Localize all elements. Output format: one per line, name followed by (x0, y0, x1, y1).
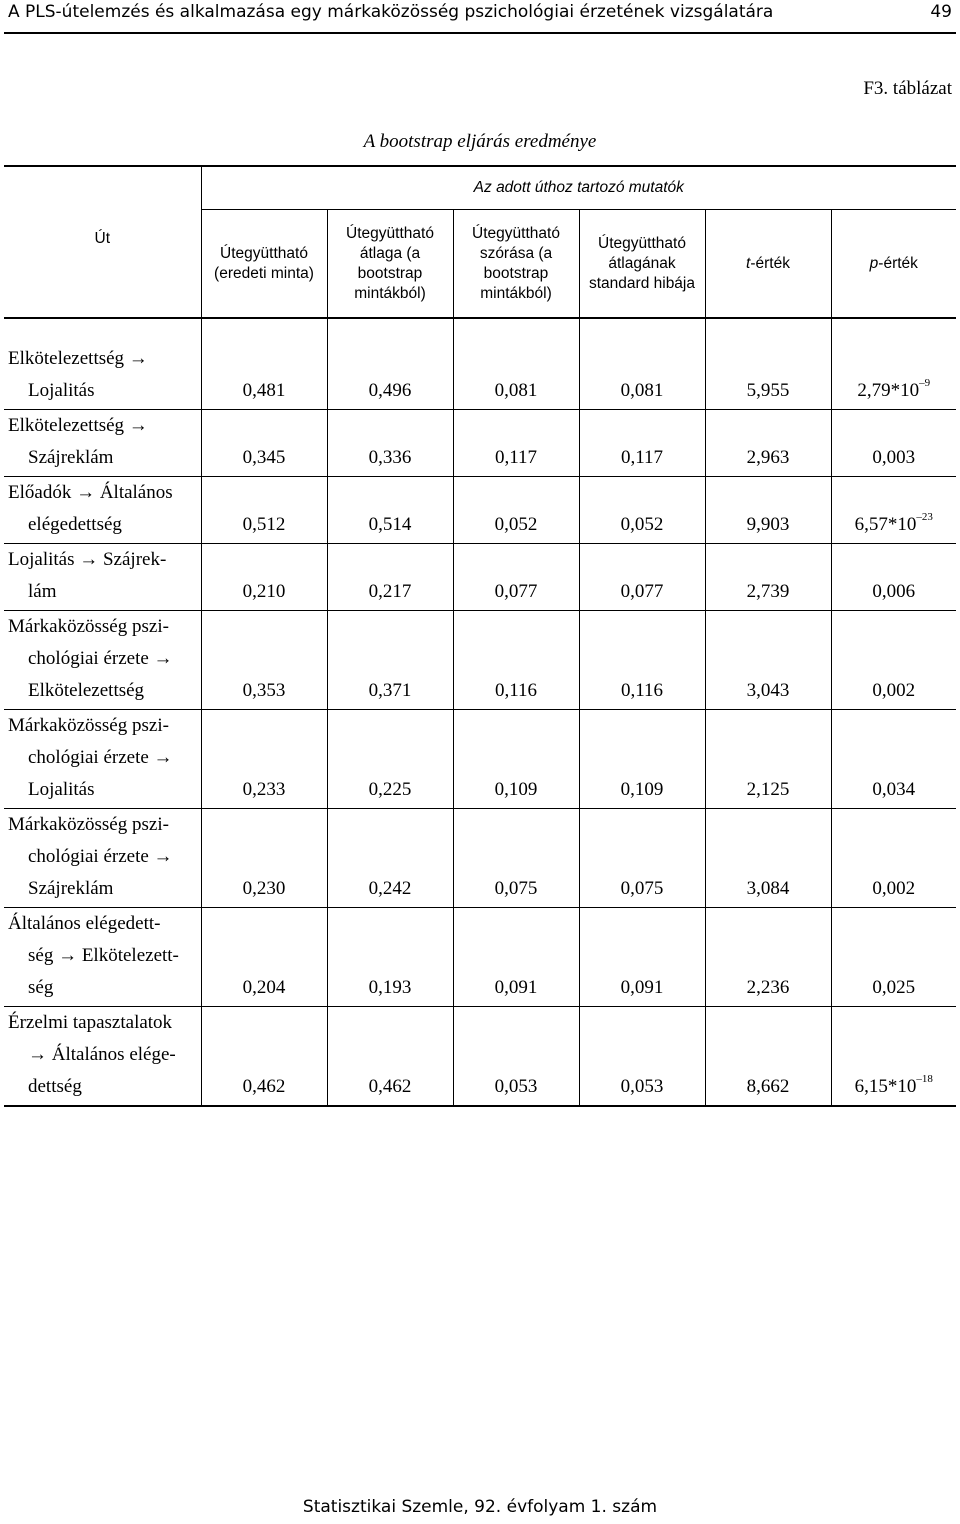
path-cell (4, 1007, 201, 1107)
mean-value: 0,462 (368, 1076, 412, 1097)
p-cell (831, 410, 956, 477)
sd-value: 0,081 (494, 380, 538, 401)
t-value: 8,662 (746, 1076, 790, 1097)
table-row (4, 318, 956, 410)
se-value: 0,053 (620, 1076, 664, 1097)
p-value: 0,034 (872, 779, 916, 800)
page-footer: Statisztikai Szemle, 92. évfolyam 1. szám (302, 1497, 658, 1517)
table-row (4, 477, 956, 544)
path-line: Lojalitás (28, 779, 95, 800)
t-suffix: -érték (750, 254, 790, 272)
se-cell (579, 477, 705, 544)
bootstrap-results-table (4, 165, 956, 1107)
path-cell (4, 611, 201, 710)
se-value: 0,077 (620, 581, 664, 602)
coef-value: 0,345 (242, 447, 286, 468)
path-line: Szájreklám (28, 447, 114, 468)
se-value: 0,117 (620, 447, 664, 468)
mean-cell (327, 410, 453, 477)
column-header-coef: Útegyüttható (eredeti minta) (201, 210, 327, 319)
p-cell (831, 1007, 956, 1107)
mean-value: 0,225 (368, 779, 412, 800)
path-line: chológiai érzete → (28, 747, 173, 768)
t-cell (705, 477, 831, 544)
sd-cell (453, 544, 579, 611)
path-line: Érzelmi tapasztalatok (8, 1012, 173, 1033)
coef-cell (201, 611, 327, 710)
table-row (4, 809, 956, 908)
table-row (4, 710, 956, 809)
path-line: chológiai érzete → (28, 648, 173, 669)
path-line: elégedettség (28, 514, 122, 535)
mean-cell (327, 1007, 453, 1107)
path-cell (4, 544, 201, 611)
table-body (4, 318, 956, 1106)
path-cell (4, 318, 201, 410)
coef-value: 0,233 (242, 779, 286, 800)
se-value: 0,052 (620, 514, 664, 535)
sd-cell (453, 908, 579, 1007)
coef-cell (201, 410, 327, 477)
se-cell (579, 544, 705, 611)
table-caption: A bootstrap eljárás eredménye (363, 131, 597, 152)
t-cell (705, 908, 831, 1007)
mean-value: 0,217 (368, 581, 412, 602)
path-line: Előadók → Általános (8, 482, 173, 503)
p-value: 2,79*10 (857, 380, 920, 401)
table-row (4, 410, 956, 477)
se-value: 0,116 (620, 680, 664, 701)
coef-cell (201, 544, 327, 611)
sd-value: 0,109 (494, 779, 538, 800)
p-value: 0,002 (872, 680, 916, 701)
p-value: 0,002 (872, 878, 916, 899)
p-cell (831, 809, 956, 908)
t-value: 2,125 (746, 779, 790, 800)
path-line: Lojalitás (28, 380, 95, 401)
header-rule (4, 32, 956, 34)
table-row (4, 544, 956, 611)
p-exponent: –23 (916, 510, 933, 523)
mean-value: 0,193 (368, 977, 412, 998)
t-value: 2,236 (746, 977, 790, 998)
p-value: 0,025 (872, 977, 916, 998)
column-header-path: Út (4, 166, 201, 318)
p-cell (831, 318, 956, 410)
t-value: 9,903 (746, 514, 790, 535)
coef-cell (201, 710, 327, 809)
t-cell (705, 318, 831, 410)
p-cell (831, 908, 956, 1007)
p-value: 0,006 (872, 581, 916, 602)
se-value: 0,075 (620, 878, 664, 899)
coef-cell (201, 908, 327, 1007)
p-cell (831, 710, 956, 809)
t-value: 2,739 (746, 581, 790, 602)
path-line: Szájreklám (28, 878, 114, 899)
se-cell (579, 1007, 705, 1107)
path-line: Márkaközösség pszi- (8, 814, 169, 835)
t-value: 3,084 (746, 878, 790, 899)
mean-value: 0,242 (368, 878, 412, 899)
table-row (4, 908, 956, 1007)
t-value: 5,955 (746, 380, 790, 401)
path-line: dettség (28, 1076, 82, 1097)
sd-cell (453, 477, 579, 544)
mean-value: 0,514 (368, 514, 412, 535)
t-cell (705, 1007, 831, 1107)
column-header-sd: Útegyüttható szórása (a bootstrap mintákból) (453, 210, 579, 319)
p-exponent: –18 (916, 1072, 933, 1085)
t-cell (705, 710, 831, 809)
mean-cell (327, 318, 453, 410)
t-cell (705, 809, 831, 908)
path-line: → Általános elége- (28, 1044, 176, 1065)
path-line: Lojalitás → Szájrek- (8, 549, 167, 570)
coef-cell (201, 809, 327, 908)
sd-cell (453, 1007, 579, 1107)
column-header-p (831, 210, 956, 319)
path-cell (4, 410, 201, 477)
page-number: 49 (930, 2, 952, 22)
sd-cell (453, 410, 579, 477)
se-cell (579, 908, 705, 1007)
p-value: 6,15*10 (854, 1076, 917, 1097)
path-cell (4, 809, 201, 908)
se-value: 0,081 (620, 380, 664, 401)
running-head-title: A PLS-útelemzés és alkalmazása egy márkaközösség pszichológiai érzetének vizsgálatára (8, 2, 774, 22)
t-value: 3,043 (746, 680, 790, 701)
sd-cell (453, 809, 579, 908)
mean-value: 0,336 (368, 447, 412, 468)
p-exponent: –9 (919, 376, 931, 389)
column-header-se: Útegyüttható átlagának standard hibája (579, 210, 705, 319)
path-line: Elkötelezettség → (8, 348, 148, 369)
path-cell (4, 908, 201, 1007)
table-row (4, 611, 956, 710)
coef-cell (201, 477, 327, 544)
mean-cell (327, 611, 453, 710)
group-header: Az adott úthoz tartozó mutatók (201, 166, 956, 210)
path-line: Márkaközösség pszi- (8, 616, 169, 637)
mean-value: 0,496 (368, 380, 412, 401)
coef-value: 0,462 (242, 1076, 286, 1097)
t-cell (705, 544, 831, 611)
column-header-mean: Útegyüttható átlaga (a bootstrap mintákból) (327, 210, 453, 319)
sd-value: 0,116 (494, 680, 538, 701)
path-line: Elkötelezettség → (8, 415, 148, 436)
coef-value: 0,230 (242, 878, 286, 899)
path-cell (4, 710, 201, 809)
path-line: Általános elégedett- (8, 913, 161, 934)
coef-value: 0,512 (242, 514, 286, 535)
path-line: Márkaközösség pszi- (8, 715, 169, 736)
sd-value: 0,053 (494, 1076, 538, 1097)
se-cell (579, 611, 705, 710)
coef-cell (201, 1007, 327, 1107)
running-head (8, 2, 954, 26)
path-line: Elkötelezettség (28, 680, 145, 701)
path-line: ség (28, 977, 54, 998)
path-line: lám (28, 581, 57, 602)
p-suffix: -érték (878, 254, 918, 272)
se-cell (579, 318, 705, 410)
p-prefix: p (869, 254, 879, 272)
p-value: 0,003 (872, 447, 916, 468)
se-value: 0,091 (620, 977, 664, 998)
path-line: chológiai érzete → (28, 846, 173, 867)
coef-value: 0,204 (242, 977, 286, 998)
sd-cell (453, 611, 579, 710)
coef-cell (201, 318, 327, 410)
p-cell (831, 477, 956, 544)
mean-cell (327, 710, 453, 809)
t-cell (705, 611, 831, 710)
se-cell (579, 410, 705, 477)
p-cell (831, 544, 956, 611)
t-prefix: t (746, 254, 751, 272)
sd-cell (453, 710, 579, 809)
p-cell (831, 611, 956, 710)
sd-value: 0,117 (494, 447, 538, 468)
table-id: F3. táblázat (863, 78, 952, 99)
se-value: 0,109 (620, 779, 664, 800)
t-cell (705, 410, 831, 477)
sd-value: 0,077 (494, 581, 538, 602)
se-cell (579, 809, 705, 908)
coef-value: 0,481 (242, 380, 286, 401)
column-header-t (705, 210, 831, 319)
sd-cell (453, 318, 579, 410)
path-line: ség → Elkötelezett- (28, 945, 179, 966)
sd-value: 0,075 (494, 878, 538, 899)
p-value: 6,57*10 (854, 514, 917, 535)
mean-cell (327, 477, 453, 544)
mean-cell (327, 809, 453, 908)
mean-cell (327, 908, 453, 1007)
mean-value: 0,371 (368, 680, 412, 701)
coef-value: 0,353 (242, 680, 286, 701)
mean-cell (327, 544, 453, 611)
se-cell (579, 710, 705, 809)
path-cell (4, 477, 201, 544)
sd-value: 0,091 (494, 977, 538, 998)
sd-value: 0,052 (494, 514, 538, 535)
table-row (4, 1007, 956, 1107)
coef-value: 0,210 (242, 581, 286, 602)
t-value: 2,963 (746, 447, 790, 468)
